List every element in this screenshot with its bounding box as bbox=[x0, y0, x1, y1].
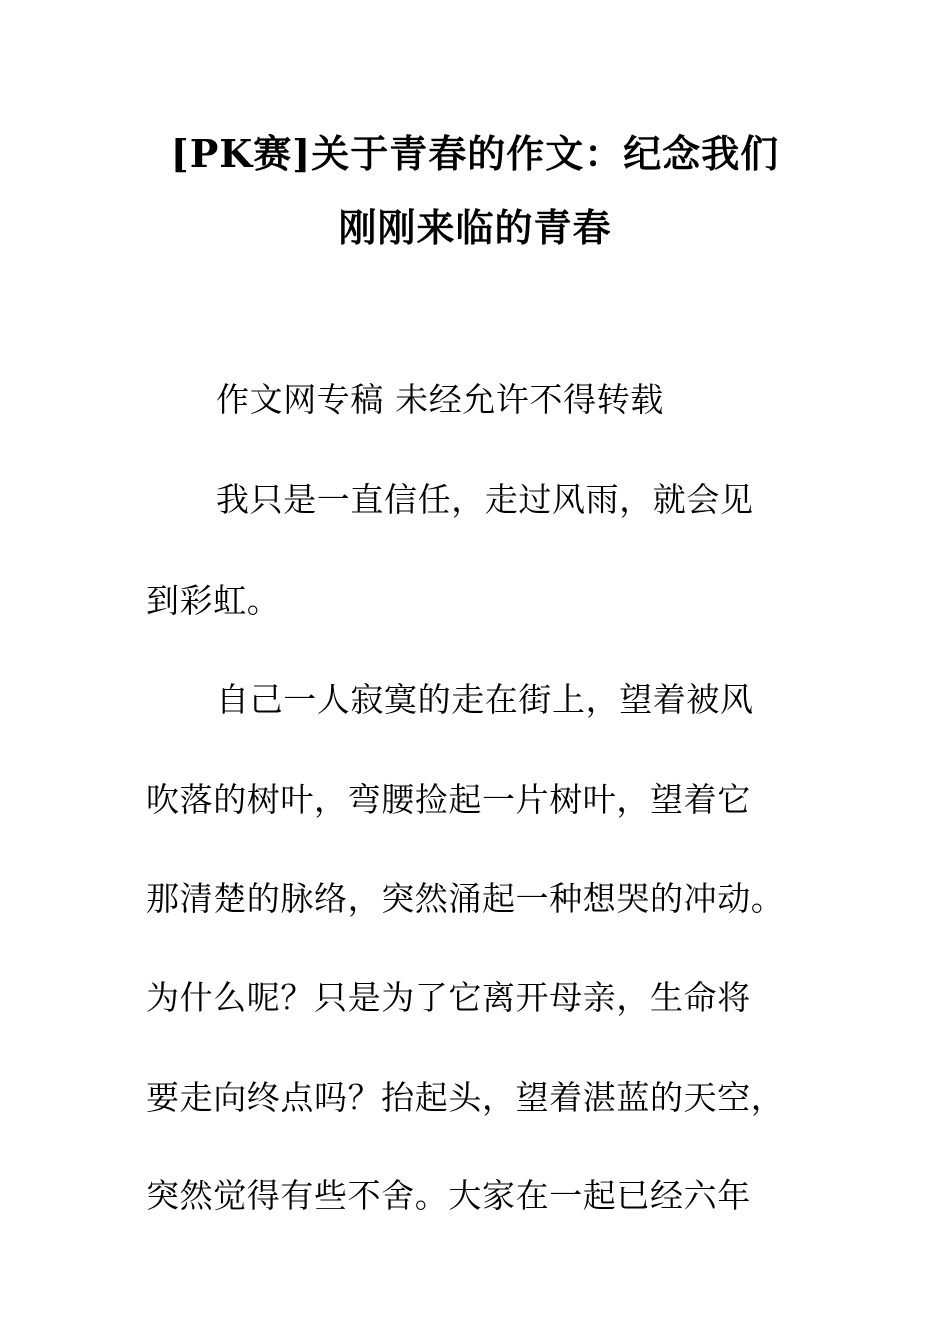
paragraph-1-line-1: 我只是一直信任，走过风雨，就会见 bbox=[216, 480, 754, 519]
title-line-2: 刚刚来临的青春 bbox=[338, 205, 612, 250]
paragraph-2-line-4: 为什么呢？只是为了它离开母亲，生命将 bbox=[146, 978, 751, 1017]
paragraph-1-line-2: 到彩虹。 bbox=[146, 581, 281, 620]
paragraph-2-line-5: 要走向终点吗？抬起头，望着湛蓝的天空， bbox=[146, 1078, 785, 1117]
paragraph-2-line-2: 吹落的树叶，弯腰捡起一片树叶，望着它 bbox=[146, 780, 751, 819]
paragraph-2-line-3: 那清楚的脉络，突然涌起一种想哭的冲动。 bbox=[146, 879, 785, 918]
title-line-1: [PK赛]关于青春的作文：纪念我们 bbox=[170, 131, 780, 176]
paragraph-2-line-6: 突然觉得有些不舍。大家在一起已经六年 bbox=[146, 1176, 751, 1215]
copyright-note: 作文网专稿 未经允许不得转载 bbox=[216, 380, 664, 419]
paragraph-2-line-1: 自己一人寂寞的走在街上，望着被风 bbox=[216, 680, 754, 719]
